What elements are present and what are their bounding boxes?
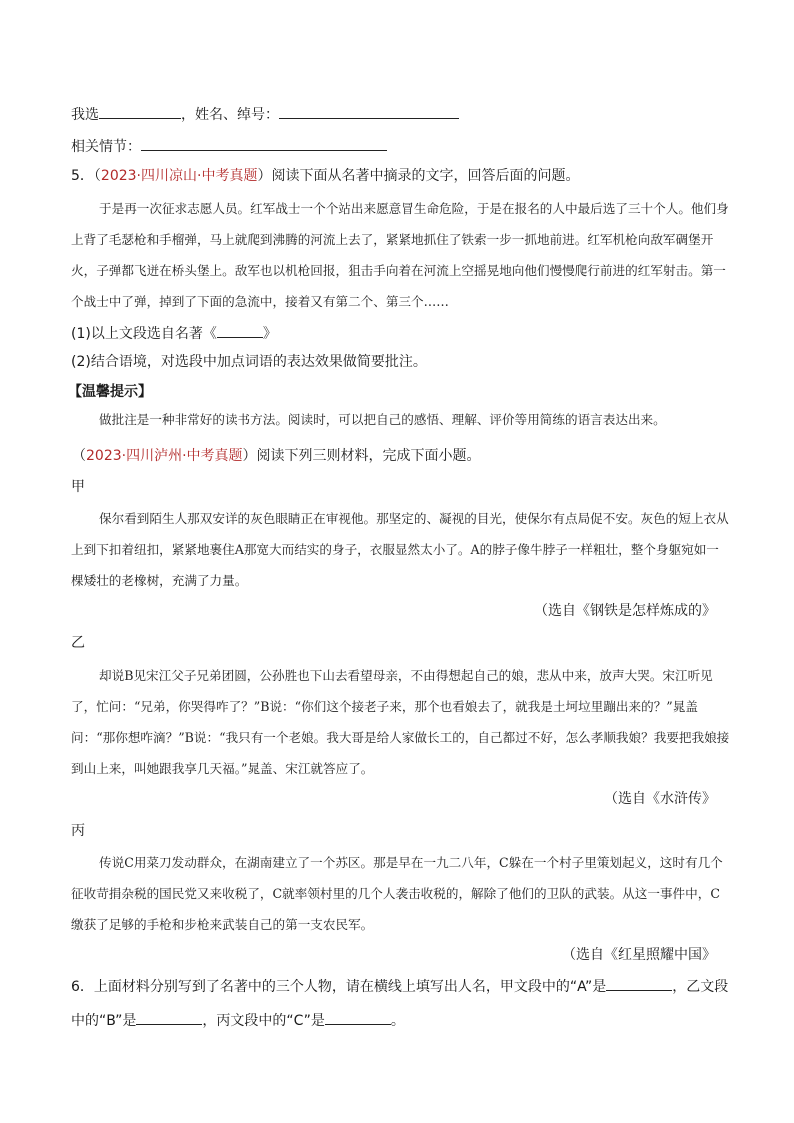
yi-source: （选自《水浒传》: [604, 791, 716, 807]
choice-line: [71, 104, 459, 125]
group-close: ）: [242, 448, 257, 464]
yi-passage: 却说B见宋江父子兄弟团圆，公孙胜也下山去看望母亲，不由得想起自己的娘，悲从中来，放声大哭。宋江听见了，忙问：“兄弟，你哭得咋了？”B说：“你们这个接老子来，那个也看娘去了，就我是土坷垃里蹦出来的？”晁盖问：“那你想咋滴？”B说：“我只有一个老娘。我大哥是给人家做长工的，自己都过不好，怎么孝顺我娘？我要把我娘接到山上来，叫她跟我享几天福。”晁盖、宋江就答应了。: [71, 668, 730, 776]
q5-sub1-prefix: (1)以上文段选自名著《: [71, 326, 217, 342]
tip-text: 做批注是一种非常好的读书方法。阅读时，可以把自己的感悟、理解、评价等用简练的语言表达出来。: [99, 412, 666, 427]
q6-line-2: [71, 1010, 405, 1031]
q5-source-close: ）: [257, 168, 272, 184]
plot-line: [71, 136, 387, 157]
q6-part1-end: ，乙文段: [672, 979, 729, 995]
q6-part1: 6．上面材料分别写到了名著中的三个人物，请在横线上填写出人名，甲文段中的“A”是: [71, 979, 607, 995]
q5-number: 5．（: [71, 168, 101, 184]
choice-label: 我选: [71, 107, 99, 123]
q5-source-tag: 2023·四川凉山·中考真题: [100, 168, 258, 184]
name-blank[interactable]: [279, 104, 459, 119]
q6-part2-end: 。: [390, 1013, 405, 1029]
jia-source: （选自《钢铁是怎样炼成的》: [534, 603, 716, 619]
q5-sub2: (2)结合语境，对选段中加点词语的表达效果做简要批注。: [71, 354, 427, 370]
q5-sub1-blank[interactable]: [217, 323, 263, 338]
bing-source: （选自《红星照耀中国》: [562, 947, 716, 963]
group-source-tag: 2023·四川泸州·中考真题: [86, 448, 243, 464]
plot-blank[interactable]: [141, 136, 387, 151]
tip-title: 【温馨提示】: [68, 384, 152, 400]
q6-part2: 中的“B”是: [71, 1013, 137, 1029]
choice-blank[interactable]: [99, 104, 181, 119]
jia-label: 甲: [71, 479, 85, 495]
bing-passage: 传说C用菜刀发动群众，在湖南建立了一个苏区。那是早在一九二八年，C躲在一个村子里策划起义，这时有几个征收苛捐杂税的国民党又来收税了，C就率领村里的几个人袭击收税的，解除了他们的卫队的武装。从这一事件中，C缴获了足够的手枪和步枪来武装自己的第一支农民军。: [71, 855, 723, 932]
jia-passage: 保尔看到陌生人那双安详的灰色眼睛正在审视他。那坚定的、凝视的目光，使保尔有点局促不安。灰色的短上衣从上到下扣着纽扣，紧紧地裹住A那宽大而结实的身子，衣服显然太小了。A的脖子像牛脖子一样粗壮，整个身躯宛如一棵矮壮的老橡树，充满了力量。: [71, 511, 729, 588]
q5-instruction: 阅读下面从名著中摘录的文字，回答后面的问题。: [271, 168, 580, 184]
q5-passage: 于是再一次征求志愿人员。红军战士一个个站出来愿意冒生命危险，于是在报名的人中最后选了三十个人。他们身上背了毛瑟枪和手榴弹，马上就爬到沸腾的河流上去了，紧紧地抓住了铁索一步一抓地前进。红军机枪向敌军碉堡开火，子弹都飞迸在桥头堡上。敌军也以机枪回报，狙击手向着在河流上空摇晃地向他们慢慢爬行前进的红军射击。第一个战士中了弹，掉到了下面的急流中，接着又有第二个、第三个……: [71, 201, 729, 309]
q6-line-1: [71, 976, 728, 997]
q6-part2-mid: ，丙文段中的“C”是: [202, 1013, 325, 1029]
q5-sub1: [71, 323, 277, 344]
q6-blank-a[interactable]: [606, 976, 672, 991]
group-heading: [72, 446, 481, 466]
q5-heading: [71, 166, 579, 186]
yi-label: 乙: [71, 635, 85, 651]
q6-blank-b[interactable]: [136, 1010, 202, 1025]
q5-sub1-suffix: 》: [262, 326, 277, 342]
name-label: ，姓名、绰号：: [181, 107, 279, 123]
q6-blank-c[interactable]: [325, 1010, 391, 1025]
group-instruction: 阅读下列三则材料，完成下面小题。: [256, 448, 481, 464]
group-open: （: [72, 448, 86, 464]
bing-label: 丙: [71, 823, 85, 839]
plot-label: 相关情节：: [71, 139, 141, 155]
